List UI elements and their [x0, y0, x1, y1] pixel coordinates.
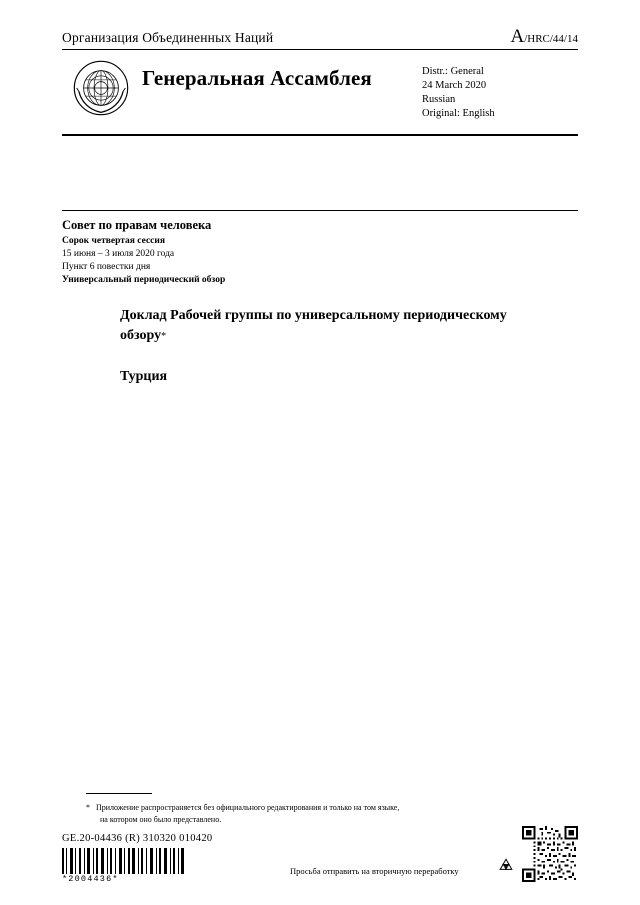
distribution-line-1: Distr.: General [422, 66, 484, 77]
body-top-rule [62, 210, 578, 211]
footnote-text-1: Приложение распространяется без официального редактирования и только на том языке, [96, 803, 400, 812]
agenda-title: Универсальный периодический обзор [62, 275, 226, 285]
distribution-line-2: 24 March 2020 [422, 80, 487, 91]
header-top-rule [62, 49, 578, 50]
footnote-mark: * [86, 803, 90, 812]
footnote [86, 802, 526, 826]
document-title-footnote-mark: * [161, 331, 167, 342]
country-name: Турция [120, 369, 168, 384]
masthead [62, 57, 578, 129]
footnote-line-1 [86, 802, 526, 814]
document-title [120, 306, 540, 347]
assembly-title: Генеральная Ассамблея [142, 66, 372, 90]
document-symbol [510, 26, 578, 47]
session-number: Сорок четвертая сессия [62, 236, 165, 246]
header-bottom-rule [62, 134, 578, 136]
document-symbol-suffix: /HRC/44/14 [524, 33, 578, 45]
qr-code [522, 826, 578, 882]
un-emblem-icon [72, 59, 130, 117]
barcode [62, 848, 186, 874]
recycle-icon [497, 857, 515, 875]
document-title-block [120, 306, 540, 385]
barcode-number: *2004436* [62, 874, 119, 884]
distribution-line-3: Russian [422, 94, 456, 105]
job-number: GE.20-04436 (R) 310320 010420 [62, 833, 213, 844]
distribution-block [422, 65, 495, 121]
organization-row [62, 26, 578, 49]
organization-name: Организация Объединенных Наций [62, 30, 274, 45]
session-dates: 15 июня – 3 июля 2020 года [62, 249, 175, 259]
distribution-line-4: Original: English [422, 108, 495, 119]
council-name: Совет по правам человека [62, 218, 212, 232]
agenda-item: Пункт 6 повестки дня [62, 262, 151, 272]
document-symbol-prefix: A [510, 26, 525, 47]
document-header [62, 26, 578, 136]
recycle-text: Просьба отправить на вторичную переработку [290, 866, 459, 876]
document-title-text: Доклад Рабочей группы по универсальному периодическому обзору [120, 308, 507, 343]
footnote-rule [86, 793, 152, 794]
footnote-line-2: на котором оно было представлено. [100, 815, 222, 824]
session-block [62, 218, 578, 285]
